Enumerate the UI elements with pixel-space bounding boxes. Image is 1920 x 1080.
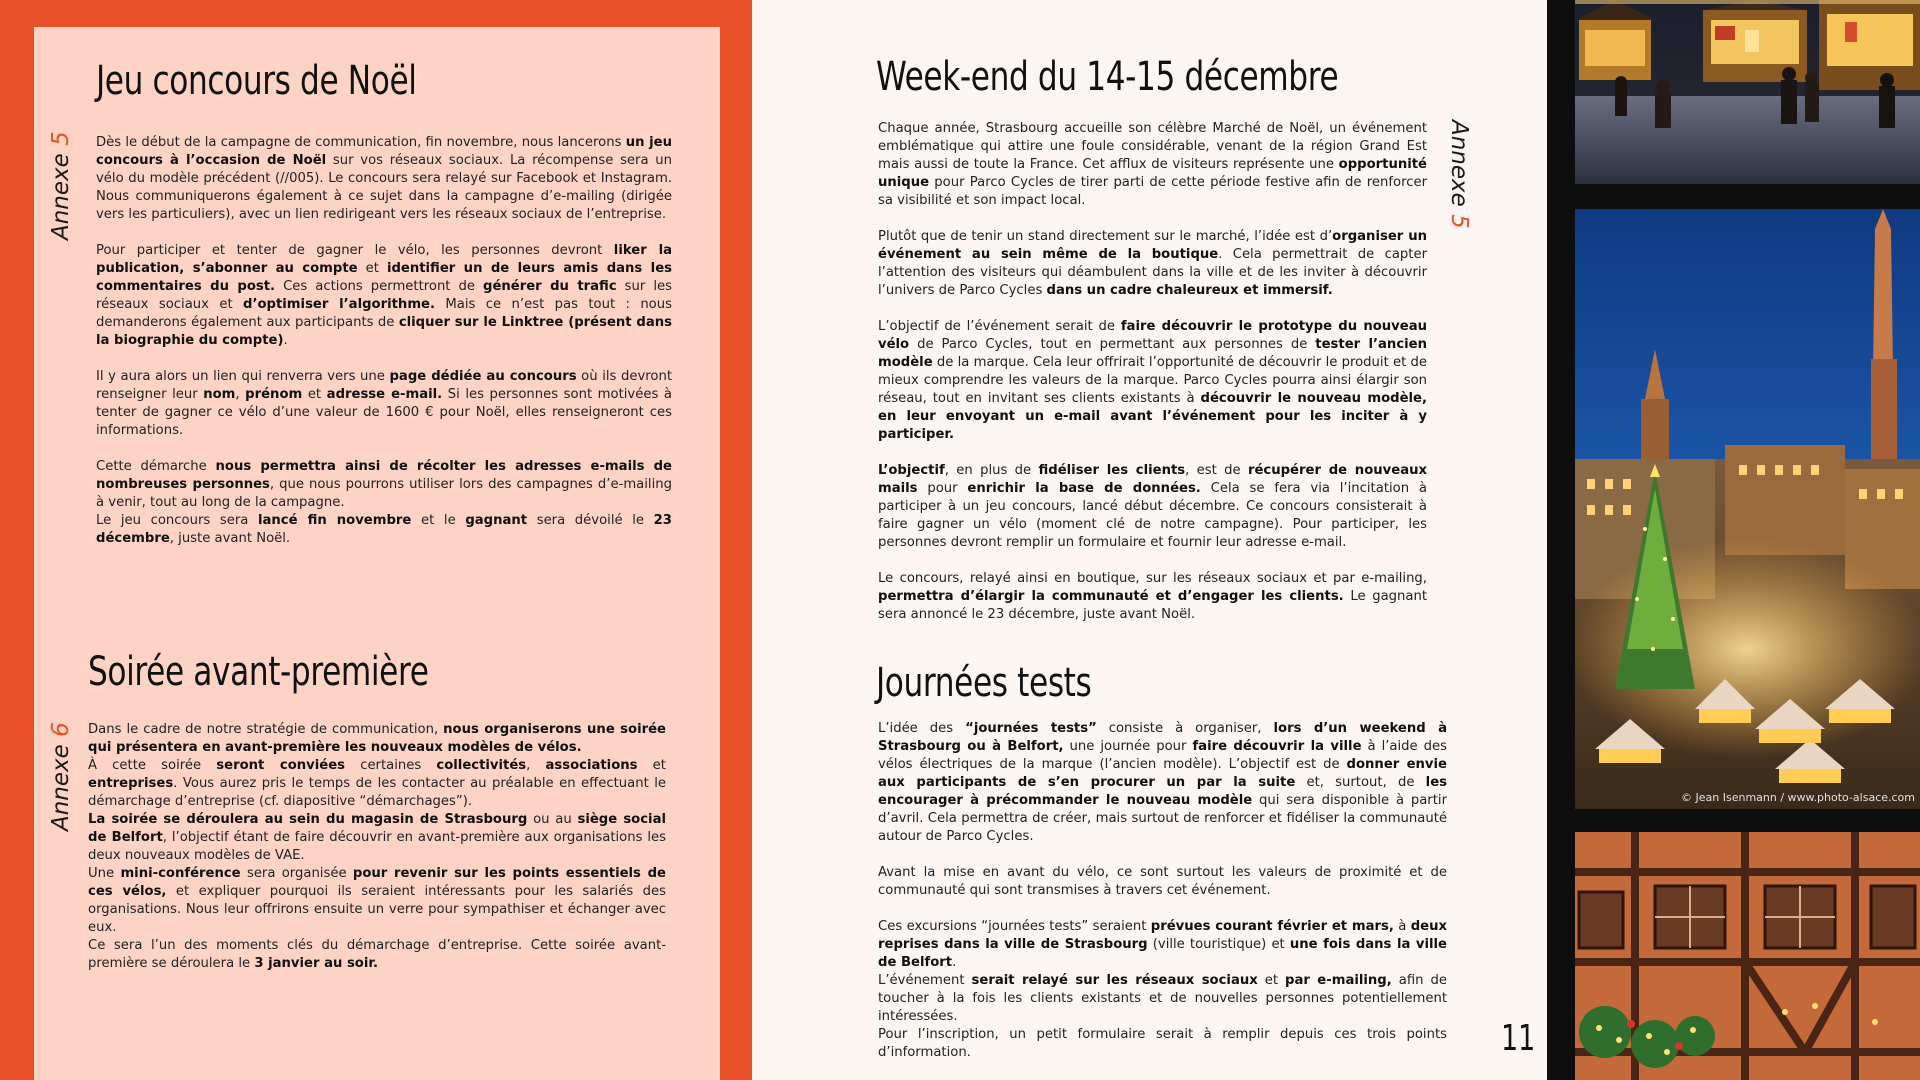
body-text: afin de toucher à la fois les clients existants et de nouvelles personnes potentiellement intéressées. [878, 973, 1448, 1024]
jeu-concours-body [96, 134, 672, 548]
emphasis-text: lancé fin novembre [257, 513, 412, 528]
body-text: , en plus de [944, 463, 1039, 478]
body-text: Ces excursions “journées tests” seraient [878, 919, 1151, 934]
body-text: à [1393, 919, 1411, 934]
emphasis-text: les encourager à précommander le nouveau modèle [878, 775, 1447, 808]
body-text: sera dévoilé le [527, 513, 654, 528]
body-text: Ce sera l’un des moments clés du démarchage d’entreprise. Cette soirée avant-première se déroulera le [88, 938, 666, 971]
body-text: qui sera disponible à partir d’avril. Cela permettra de créer, mais surtout de renforcer et fidéliser la communauté autour de Parco Cycles. [878, 793, 1447, 844]
body-text: Le concours, relayé ainsi en boutique, sur les réseaux sociaux et par e-mailing, [878, 571, 1427, 586]
body-text: et [357, 261, 387, 276]
body-text: (ville touristique) et [1147, 937, 1290, 952]
body-text: et [1257, 973, 1286, 988]
paragraph [88, 937, 666, 973]
emphasis-text: permettra d’élargir la communauté et d’engager les clients. [878, 589, 1344, 604]
body-text: de Parco Cycles, tout en permettant aux personnes de [909, 337, 1316, 352]
body-text: une journée pour [1063, 739, 1193, 754]
emphasis-text: donner envie aux participants de s’en procurer un par la suite [878, 757, 1447, 790]
body-text: Mais ce n’est pas tout : nous demanderons également aux participants de [96, 297, 672, 330]
body-text: et le [411, 513, 466, 528]
body-text: Une [88, 866, 121, 881]
body-text: Le gagnant sera annoncé le 23 décembre, juste avant Noël. [878, 589, 1427, 622]
emphasis-text: prénom [245, 387, 303, 402]
paragraph [96, 242, 672, 350]
emphasis-text: faire découvrir le prototype du nouveau vélo [878, 319, 1427, 352]
emphasis-text: une fois dans la ville de Belfort [878, 937, 1447, 970]
strasbourg-night-panorama-photo [1575, 209, 1920, 809]
paragraph [88, 811, 666, 865]
paragraph [88, 865, 666, 937]
emphasis-text: “journées tests” [965, 721, 1097, 736]
paragraph [878, 570, 1427, 624]
annexe-5-label-left [48, 131, 74, 240]
annexe-prefix: Annexe [48, 736, 74, 831]
body-text: pour Parco Cycles de tirer parti de cette période festive afin de renforcer sa visibilité et son impact local. [878, 175, 1427, 208]
body-text: À cette soirée [88, 758, 217, 773]
body-text: de la marque. Cela leur offrirait l’opportunité de découvrir le produit et de mieux comprendre les valeurs de la marque. Parco Cycles pourra ainsi élargir son réseau, tout en invitant ses clients existants à [878, 355, 1427, 406]
body-text: , l’objectif étant de faire découvrir en avant-première aux organisations les deux nouveaux modèles de VAE. [88, 830, 666, 863]
annexe-number: 6 [48, 722, 74, 737]
body-text: pour [917, 481, 968, 496]
paragraph [88, 757, 666, 811]
emphasis-text: enrichir la base de données. [967, 481, 1201, 496]
emphasis-text: L’objectif [878, 463, 945, 478]
body-text: Cette démarche [96, 459, 216, 474]
body-text: ou au [527, 812, 578, 827]
body-text: et expliquer pourquoi ils seraient intéressants pour les salariés des organisations. Nous leur offrirons ensuite un verre pour sympathiser et échanger avec eux. [88, 884, 666, 935]
body-text: Pour participer et tenter de gagner le vélo, les personnes devront [96, 243, 614, 258]
emphasis-text: cliquer sur le Linktree (présent dans la biographie du compte) [96, 315, 672, 348]
photo-strip [1547, 0, 1920, 1080]
journees-tests-body [878, 720, 1447, 1062]
emphasis-text: d’optimiser l’algorithme. [243, 297, 436, 312]
emphasis-text: mini-conférence [120, 866, 241, 881]
paragraph [878, 228, 1427, 300]
body-text: et [302, 387, 327, 402]
annexe-5-label-right [1446, 120, 1472, 229]
emphasis-text: seront conviées [216, 758, 346, 773]
body-text: L’objectif de l’événement serait de [878, 319, 1121, 334]
emphasis-text: tester l’ancien modèle [878, 337, 1427, 370]
paragraph [878, 972, 1447, 1026]
emphasis-text: organiser un événement au sein même de la boutique [878, 229, 1427, 262]
body-text: . Cela permettrait de capter l’attention des visiteurs qui déambulent dans la ville et de les inviter à découvrir l’univers de Parco Cycles [878, 247, 1428, 298]
body-text: certaines [345, 758, 437, 773]
emphasis-text: pour revenir sur les points essentiels de ces vélos, [88, 866, 666, 899]
paragraph [878, 918, 1447, 972]
emphasis-text: nous organiserons une soirée qui présentera en avant-première les nouveaux modèles de vélos. [88, 722, 666, 755]
paragraph [96, 134, 672, 224]
emphasis-text: page dédiée au concours [389, 369, 577, 384]
emphasis-text: collectivités [436, 758, 527, 773]
body-text: L’événement [878, 973, 972, 988]
paragraph [878, 318, 1427, 444]
emphasis-text: entreprises [88, 776, 174, 791]
body-text: . Vous aurez pris le temps de les contacter au préalable en effectuant le démarchage d’entreprise (cf. diapositive “démarchages”). [88, 776, 666, 809]
body-text: sera organisée [240, 866, 353, 881]
annexe-number: 5 [48, 131, 74, 146]
christmas-market-stalls-photo [1575, 0, 1920, 184]
emphasis-text: siège social de Belfort [88, 812, 666, 845]
emphasis-text: serait relayé sur les réseaux sociaux [971, 973, 1258, 988]
body-text: L’idée des [878, 721, 966, 736]
annexe-prefix: Annexe [1446, 120, 1472, 215]
soiree-body [88, 721, 666, 973]
body-text: à l’aide des vélos électriques de la marque (l’ancien modèle). L’objectif est de [878, 739, 1448, 772]
christmas-market-stalls-image [1575, 0, 1920, 184]
annexe-prefix: Annexe [48, 145, 74, 240]
paragraph [96, 512, 672, 548]
emphasis-text: deux reprises dans la ville de Strasbourg [878, 919, 1447, 952]
emphasis-text: fidéliser les clients [1038, 463, 1186, 478]
emphasis-text: 23 décembre [96, 513, 672, 546]
emphasis-text: nom [203, 387, 236, 402]
weekend-body [878, 120, 1427, 642]
body-text: consiste à organiser, [1096, 721, 1274, 736]
section-title-jeu-concours: Jeu concours de Noël [96, 58, 417, 104]
emphasis-text: gagnant [465, 513, 528, 528]
paragraph [878, 462, 1427, 552]
body-text: , [526, 758, 546, 773]
strasbourg-panorama-image [1575, 209, 1920, 809]
body-text: sur vos réseaux sociaux. La récompense sera un vélo du modèle précédent (//005). Le concours sera relayé sur Facebook et Instagram. Nous communiquerons également à ce sujet dans la campagne d’e-mailing (dirigée vers les particuliers), avec un lien redirigeant vers les réseaux sociaux de l’entreprise. [96, 153, 672, 222]
emphasis-text: liker la publication, s’abonner au compte [96, 243, 672, 276]
emphasis-text: associations [545, 758, 638, 773]
emphasis-text: par e-mailing, [1285, 973, 1392, 988]
emphasis-text: dans un cadre chaleureux et immersif. [1046, 283, 1333, 298]
body-text: , que nous pourrons utiliser lors des campagnes d’e-mailing à venir, tout au long de la campagne. [96, 477, 672, 510]
body-text: et, surtout, de [1295, 775, 1426, 790]
annexe-number: 5 [1446, 214, 1472, 229]
emphasis-text: générer du trafic [483, 279, 617, 294]
paragraph [878, 1026, 1447, 1062]
paragraph [878, 120, 1427, 210]
body-text: où ils devront renseigner leur [96, 369, 673, 402]
paragraph [96, 368, 672, 440]
half-timbered-house-image [1575, 832, 1920, 1080]
body-text: Dès le début de la campagne de communication, fin novembre, nous lancerons [96, 135, 626, 150]
paragraph [88, 721, 666, 757]
section-title-weekend: Week-end du 14-15 décembre [876, 54, 1339, 100]
body-text: Pour l’inscription, un petit formulaire serait à remplir depuis ces trois points d’information. [878, 1027, 1447, 1060]
body-text: sur les réseaux sociaux et [96, 279, 672, 312]
photo-credit: © Jean Isenmann / www.photo-alsace.com [1681, 791, 1915, 804]
emphasis-text: récupérer de nouveaux mails [878, 463, 1427, 496]
emphasis-text: identifier un de leurs amis dans les commentaires du post. [96, 261, 672, 294]
body-text: , est de [1185, 463, 1248, 478]
body-text: Cela se fera via l’incitation à participer à un jeu concours, lancé début décembre. Ce concours consisterait à faire gagner un vélo (moment clé de notre campagne). Pour participer, les personnes devront remplir un formulaire et fournir leur adresse e-mail. [878, 481, 1427, 550]
body-text: , [235, 387, 246, 402]
emphasis-text: un jeu concours à l’occasion de Noël [96, 135, 672, 168]
paragraph [878, 720, 1447, 846]
emphasis-text: prévues courant février et mars, [1150, 919, 1394, 934]
emphasis-text: adresse e-mail. [326, 387, 443, 402]
body-text: Si les personnes sont motivées à tenter de gagner ce vélo d’une valeur de 1600 € pour Noël, elles renseigneront ces informations. [96, 387, 672, 438]
body-text: Dans le cadre de notre stratégie de communication, [88, 722, 444, 737]
emphasis-text: La soirée se déroulera au sein du magasin de Strasbourg [88, 812, 528, 827]
paragraph [878, 864, 1447, 900]
body-text: , juste avant Noël. [169, 531, 291, 546]
body-text: . [283, 333, 288, 348]
body-text: . [952, 955, 957, 970]
emphasis-text: découvrir le nouveau modèle, en leur envoyant un e-mail avant l’événement pour les inciter à y participer. [878, 391, 1427, 442]
body-text: Il y aura alors un lien qui renverra vers une [96, 369, 390, 384]
body-text: Chaque année, Strasbourg accueille son célèbre Marché de Noël, un événement emblématique qui attire une foule considérable, venant de la région Grand Est mais aussi de toute la France. Cet afflux de visiteurs représente une [878, 121, 1427, 172]
body-text: Avant la mise en avant du vélo, ce sont surtout les valeurs de proximité et de communauté qui sont transmises à travers cet événement. [878, 865, 1447, 898]
emphasis-text: lors d’un weekend à Strasbourg ou à Belfort, [878, 721, 1448, 754]
half-timbered-house-photo [1575, 832, 1920, 1080]
emphasis-text: opportunité unique [878, 157, 1427, 190]
body-text: Ces actions permettront de [275, 279, 483, 294]
section-title-journees-tests: Journées tests [876, 660, 1092, 706]
page-number: 11 [1501, 1018, 1536, 1059]
emphasis-text: 3 janvier au soir. [254, 956, 379, 971]
body-text: Plutôt que de tenir un stand directement sur le marché, l’idée est d’ [878, 229, 1333, 244]
emphasis-text: faire découvrir la ville [1192, 739, 1362, 754]
paragraph [96, 458, 672, 512]
annexe-6-label-left [48, 722, 74, 831]
body-text: Le jeu concours sera [96, 513, 258, 528]
section-title-soiree: Soirée avant-première [88, 649, 429, 695]
body-text: et [637, 758, 666, 773]
emphasis-text: nous permettra ainsi de récolter les adresses e-mails de nombreuses personnes [96, 459, 672, 492]
